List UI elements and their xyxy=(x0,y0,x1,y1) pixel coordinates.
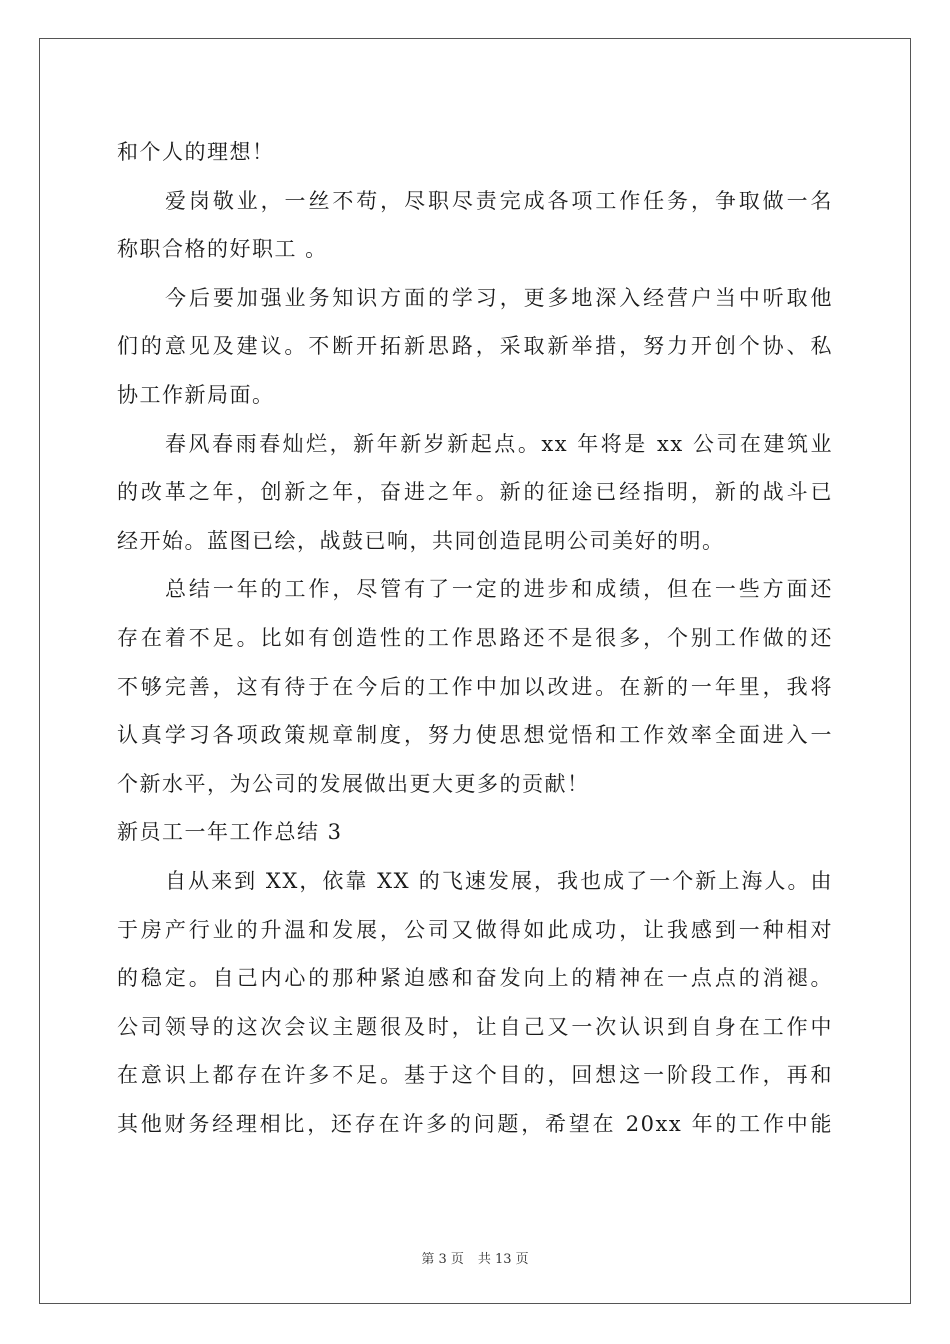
page-number: 第 3 页 xyxy=(421,1252,464,1267)
text-line: 个新水平，为公司的发展做出更大更多的贡献！ xyxy=(117,771,590,796)
text-line: 爱岗敬业，一丝不苟，尽职尽责完成各项工作任务，争取做一名 xyxy=(165,188,833,213)
page-footer xyxy=(0,1248,950,1267)
page-total: 共 13 页 xyxy=(477,1252,529,1267)
text-line: 自从来到 XX，依靠 XX 的飞速发展，我也成了一个新上海人。由 xyxy=(165,868,833,893)
text-line: 的改革之年，创新之年，奋进之年。新的征途已经指明，新的战斗已 xyxy=(117,480,833,505)
text-line: 称职合格的好职工 。 xyxy=(117,237,328,262)
text-line: 其他财务经理相比，还存在许多的问题，希望在 20xx 年的工作中能 xyxy=(117,1111,833,1136)
text-line: 和个人的理想！ xyxy=(117,140,275,164)
text-line: 存在着不足。比如有创造性的工作思路还不是很多，个别工作做的还 xyxy=(117,625,833,650)
text-line: 总结一年的工作，尽管有了一定的进步和成绩，但在一些方面还 xyxy=(165,577,833,602)
text-line: 今后要加强业务知识方面的学习，更多地深入经营户当中听取他 xyxy=(165,285,833,310)
text-line: 公司领导的这次会议主题很及时，让自己又一次认识到自身在工作中 xyxy=(117,1014,833,1039)
text-line: 经开始。蓝图已绘，战鼓已响，共同创造昆明公司美好的明。 xyxy=(117,528,725,553)
text-line: 在意识上都存在许多不足。基于这个目的，回想这一阶段工作，再和 xyxy=(117,1063,833,1088)
text-line: 协工作新局面。 xyxy=(117,382,275,407)
text-line: 不够完善，这有待于在今后的工作中加以改进。在新的一年里，我将 xyxy=(117,674,833,699)
text-line: 于房产行业的升温和发展，公司又做得如此成功，让我感到一种相对 xyxy=(117,917,833,942)
text-line: 的稳定。自己内心的那种紧迫感和奋发向上的精神在一点点的消褪。 xyxy=(117,966,833,991)
document-body xyxy=(117,128,833,1148)
text-line: 春风春雨春灿烂，新年新岁新起点。xx 年将是 xx 公司在建筑业 xyxy=(165,431,833,456)
text-line: 们的意见及建议。不断开拓新思路，采取新举措，努力开创个协、私 xyxy=(117,334,833,359)
text-line: 新员工一年工作总结 3 xyxy=(117,820,343,845)
text-line: 认真学习各项政策规章制度，努力使思想觉悟和工作效率全面进入一 xyxy=(117,723,833,748)
